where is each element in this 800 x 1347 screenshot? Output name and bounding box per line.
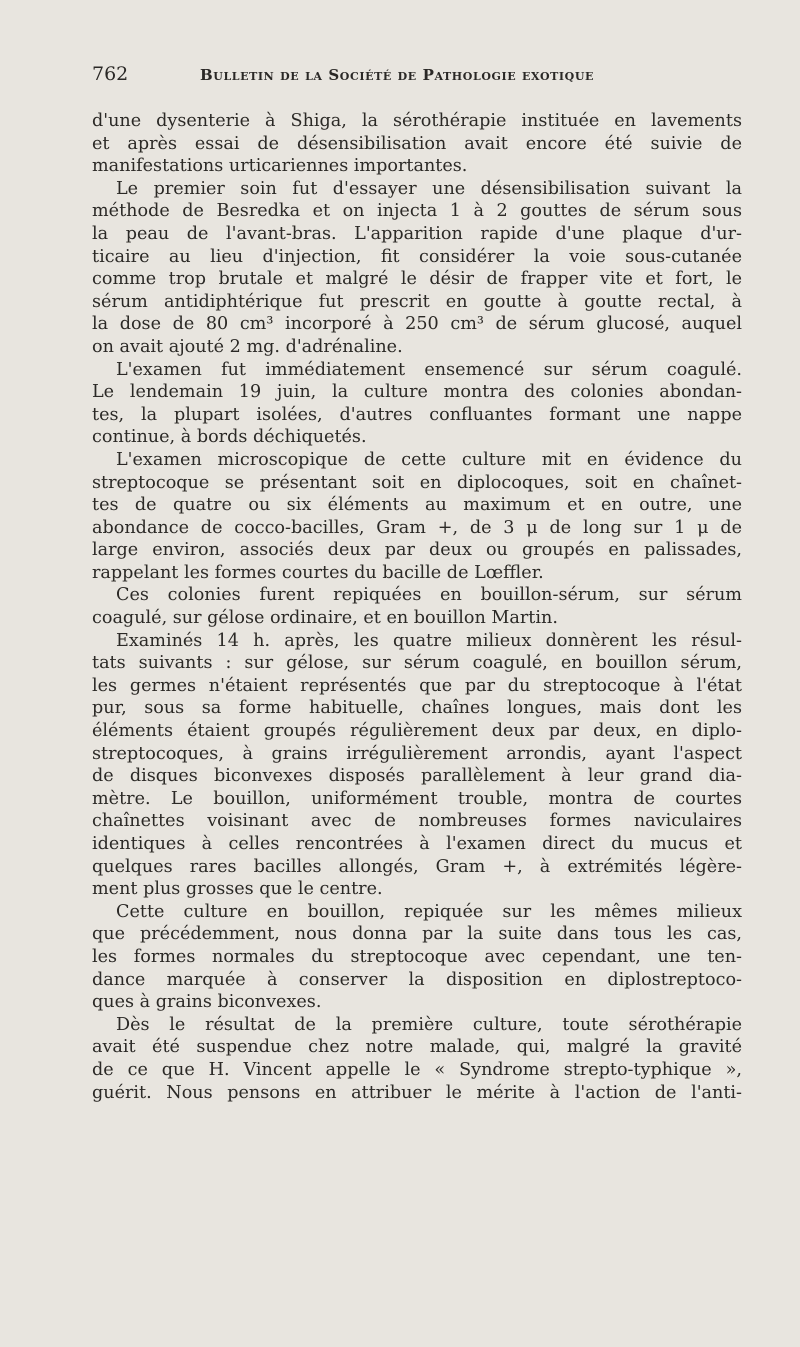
page-number: 762 bbox=[92, 63, 129, 85]
text-line: mètre. Le bouillon, uniformément trouble, montra de courtes bbox=[92, 788, 742, 809]
text-line: tes, la plupart isolées, d'autres confluantes formant une nappe bbox=[92, 404, 742, 425]
text-line: rappelant les formes courtes du bacille de Lœffler. bbox=[92, 562, 544, 583]
text-line: de disques biconvexes disposés parallèlement à leur grand dia- bbox=[92, 766, 742, 787]
text-line: sérum antidiphtérique fut prescrit en goutte à goutte rectal, à bbox=[92, 291, 742, 312]
text-line: Examinés 14 h. après, les quatre milieux donnèrent les résul- bbox=[116, 630, 742, 651]
text-line: Cette culture en bouillon, repiquée sur les mêmes milieux bbox=[116, 901, 742, 922]
text-line: éléments étaient groupés régulièrement deux par deux, en diplo- bbox=[92, 721, 742, 742]
text-line: chaînettes voisinant avec de nombreuses formes naviculaires bbox=[92, 811, 742, 832]
text-line: comme trop brutale et malgré le désir de frapper vite et fort, le bbox=[92, 269, 742, 290]
text-line: ticaire au lieu d'injection, fit considérer la voie sous-cutanée bbox=[92, 246, 742, 267]
text-line: la dose de 80 cm³ incorporé à 250 cm³ de sérum glucosé, auquel bbox=[92, 314, 742, 335]
text-line: guérit. Nous pensons en attribuer le mérite à l'action de l'anti- bbox=[92, 1082, 742, 1103]
text-line: coagulé, sur gélose ordinaire, et en bouillon Martin. bbox=[92, 608, 558, 629]
text-line: tes de quatre ou six éléments au maximum et en outre, une bbox=[92, 495, 742, 516]
running-head bbox=[92, 63, 742, 91]
text-line: les formes normales du streptocoque avec cependant, une ten- bbox=[92, 946, 742, 967]
text-line: ques à grains biconvexes. bbox=[92, 992, 322, 1013]
text-line: la peau de l'avant-bras. L'apparition rapide d'une plaque d'ur- bbox=[92, 223, 742, 244]
text-line: Ces colonies furent repiquées en bouillon-sérum, sur sérum bbox=[116, 585, 742, 606]
text-line: L'examen fut immédiatement ensemencé sur sérum coagulé. bbox=[116, 359, 742, 380]
body-text bbox=[92, 110, 742, 1104]
text-line: de ce que H. Vincent appelle le « Syndrome strepto-typhique », bbox=[92, 1059, 742, 1080]
text-line: Dès le résultat de la première culture, toute sérothérapie bbox=[116, 1014, 742, 1035]
text-line: quelques rares bacilles allongés, Gram +, à extrémités légère- bbox=[92, 856, 742, 877]
text-line: manifestations urticariennes importantes. bbox=[92, 156, 468, 177]
text-line: et après essai de désensibilisation avait encore été suivie de bbox=[92, 133, 742, 154]
text-line: d'une dysenterie à Shiga, la sérothérapie instituée en lavements bbox=[92, 111, 742, 131]
text-line: L'examen microscopique de cette culture mit en évidence du bbox=[116, 449, 742, 470]
text-line: Le lendemain 19 juin, la culture montra des colonies abondan- bbox=[92, 382, 742, 403]
text-line: pur, sous sa forme habituelle, chaînes longues, mais dont les bbox=[92, 698, 742, 719]
text-line: identiques à celles rencontrées à l'examen direct du mucus et bbox=[92, 834, 742, 854]
text-line: avait été suspendue chez notre malade, qui, malgré la gravité bbox=[92, 1037, 742, 1058]
text-line: méthode de Besredka et on injecta 1 à 2 gouttes de sérum sous bbox=[92, 201, 742, 222]
journal-title: Bulletin de la Société de Pathologie exotique bbox=[200, 66, 595, 84]
text-line: que précédemment, nous donna par la suite dans tous les cas, bbox=[92, 924, 742, 945]
text-line: streptocoque se présentant soit en diplocoques, soit en chaînet- bbox=[92, 472, 742, 493]
text-line: on avait ajouté 2 mg. d'adrénaline. bbox=[92, 336, 403, 357]
text-line: large environ, associés deux par deux ou groupés en palissades, bbox=[92, 540, 742, 561]
text-line: ment plus grosses que le centre. bbox=[92, 879, 383, 900]
text-line: dance marquée à conserver la disposition en diplostreptoco- bbox=[92, 969, 742, 990]
text-line: streptocoques, à grains irrégulièrement arrondis, ayant l'aspect bbox=[92, 743, 742, 764]
text-line: Le premier soin fut d'essayer une désensibilisation suivant la bbox=[116, 178, 742, 199]
text-line: continue, à bords déchiquetés. bbox=[92, 427, 367, 448]
text-line: abondance de cocco-bacilles, Gram +, de 3 μ de long sur 1 μ de bbox=[92, 517, 742, 538]
text-line: les germes n'étaient représentés que par du streptocoque à l'état bbox=[92, 675, 742, 696]
text-line: tats suivants : sur gélose, sur sérum coagulé, en bouillon sérum, bbox=[92, 653, 742, 674]
